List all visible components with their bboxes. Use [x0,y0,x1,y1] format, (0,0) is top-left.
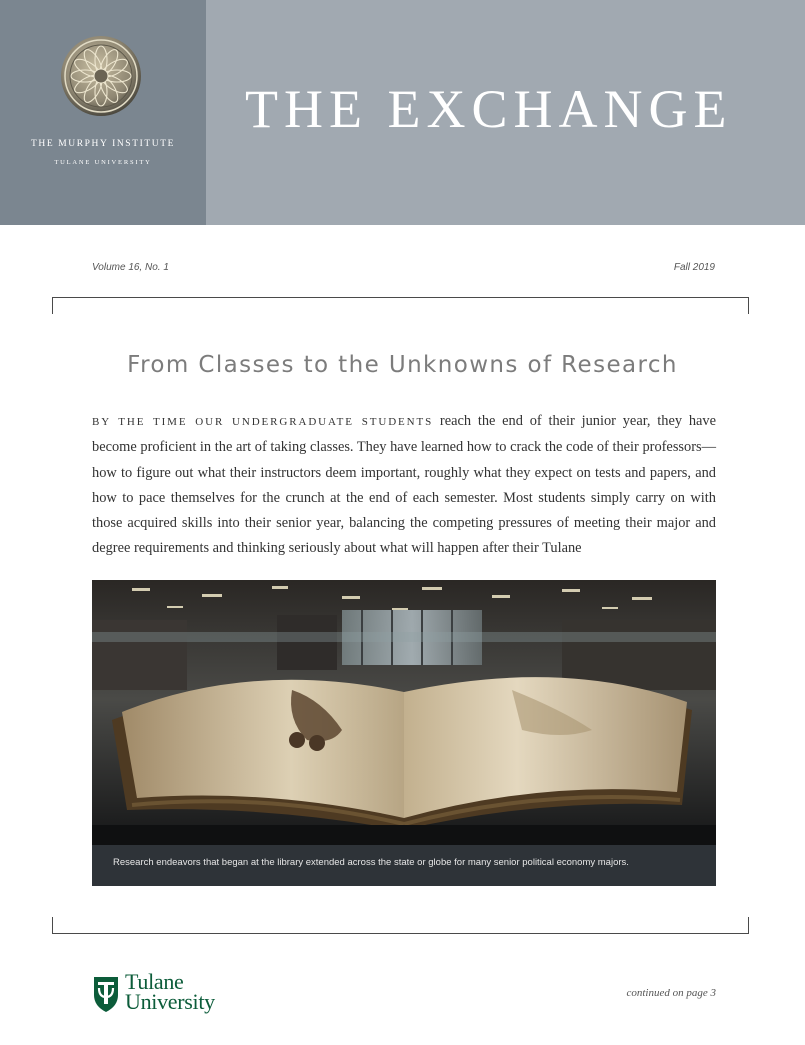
photo-caption-bar [92,845,716,886]
newsletter-title: THE EXCHANGE [245,79,733,139]
issue-volume: Volume 16, No. 1 [92,262,169,273]
logo-line-1: Tulane [125,969,184,994]
institute-subtitle: TULANE UNIVERSITY [54,159,152,166]
rosette-seal-icon [60,35,142,117]
masthead [0,0,805,225]
institute-block [0,0,206,225]
tulane-logo [92,970,232,1018]
tulane-shield-icon [92,973,120,1013]
institute-name: THE MURPHY INSTITUTE [30,139,176,149]
frame-bottom-bracket [52,917,749,934]
library-book-photo [92,580,716,845]
article-body-text: reach the end of their junior year, they have become proficient in the art of taking classes. They have learned how to crack the code of their professors—how to figure out what their instructors deem important, roughly what they expect on tests and papers, and how to pace themselves for the crunch at the end of each semester. Most students simply carry on with those acquired skills into their senior year, balancing the competing pressures of meeting their major and degree requirements and thinking seriously about what will happen after their Tulane [92,413,716,557]
logo-line-2: University [125,989,215,1014]
article-body [92,409,716,562]
article-headline: From Classes to the Unknowns of Research [127,352,678,378]
continued-note: continued on page 3 [626,987,716,999]
article-lead-in: BY THE TIME OUR UNDERGRADUATE STUDENTS [92,416,434,428]
frame-top-bracket [52,297,749,314]
issue-season: Fall 2019 [673,262,715,273]
photo-caption: Research endeavors that began at the library extended across the state or globe for many senior political economy majors. [113,857,629,868]
